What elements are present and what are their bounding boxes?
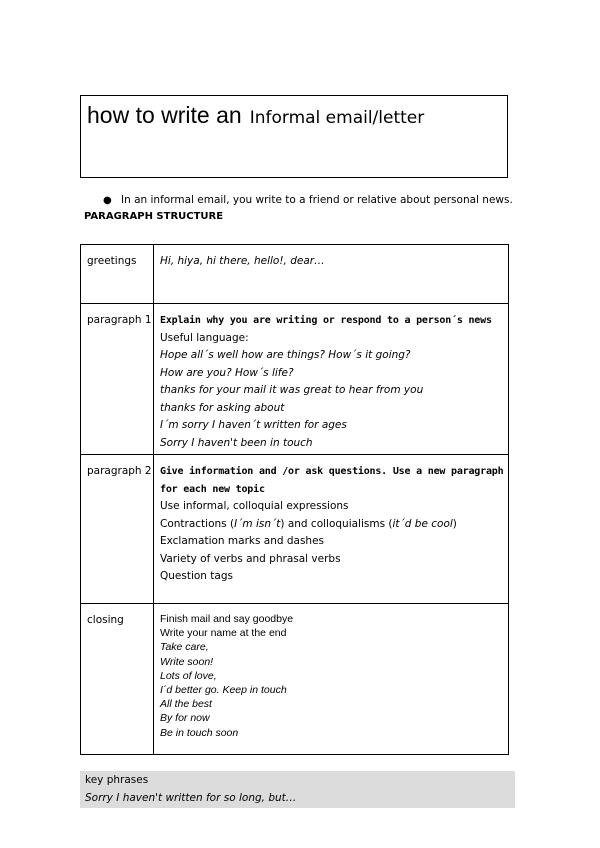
- table-row-paragraph-1: [81, 304, 509, 455]
- row-label: greetings: [81, 245, 154, 304]
- key-phrase-text: Sorry I haven't written for so long, but…: [85, 792, 297, 804]
- list-item: Exclamation marks and dashes: [160, 535, 325, 547]
- colloquialism-example: it´d be cool: [392, 517, 453, 530]
- row-content: [154, 245, 509, 304]
- bullet-icon: ●: [103, 195, 112, 206]
- table-row-greetings: [81, 245, 509, 304]
- paragraph2-heading-2: for each new topic: [160, 483, 265, 495]
- list-item: thanks for your mail it was great to hear from you: [160, 384, 424, 396]
- list-item: Take care,: [160, 641, 209, 654]
- list-item: I´m sorry I haven´t written for ages: [160, 419, 347, 431]
- contractions-text-3: ): [452, 517, 457, 530]
- contractions-text-1: Contractions (: [160, 517, 235, 530]
- list-item: Lots of love,: [160, 669, 217, 682]
- paragraph-structure-table: [80, 244, 509, 755]
- row-label: paragraph 1: [81, 304, 154, 455]
- paragraph1-heading: Explain why you are writing or respond to a person´s news: [160, 315, 492, 326]
- title-part-2: Informal email/letter: [249, 108, 425, 128]
- list-item: Variety of verbs and phrasal verbs: [160, 552, 341, 565]
- list-item: Write your name at the end: [160, 627, 287, 640]
- key-phrases-title: key phrases: [85, 774, 149, 786]
- list-item: I´d better go. Keep in touch: [160, 684, 287, 697]
- row-label: paragraph 2: [81, 455, 154, 604]
- list-item: Finish mail and say goodbye: [160, 613, 294, 625]
- list-item: Be in touch soon: [160, 726, 239, 739]
- list-item: Use informal, colloquial expressions: [160, 500, 349, 512]
- list-item: Hope all´s well how are things? How´s it going?: [160, 349, 411, 361]
- row-label: closing: [81, 604, 154, 755]
- row-content: [154, 304, 509, 455]
- table-row-closing: [81, 604, 509, 755]
- section-heading: PARAGRAPH STRUCTURE: [84, 211, 224, 222]
- contractions-example: I´m isn´t: [234, 517, 281, 530]
- list-item: Sorry I haven't been in touch: [160, 436, 313, 449]
- row-content: [154, 455, 509, 604]
- list-item: Useful language:: [160, 331, 249, 344]
- paragraph2-heading-1: Give information and /or ask questions. Use a new paragraph: [160, 466, 504, 477]
- list-item: How are you? How´s life?: [160, 366, 294, 379]
- title-part-1: how to write an: [87, 102, 242, 128]
- greetings-text: Hi, hiya, hi there, hello!, dear…: [160, 255, 325, 267]
- contractions-text-2: ) and colloquialisms (: [280, 517, 393, 530]
- intro-bullet-text: In an informal email, you write to a friend or relative about personal news.: [121, 194, 513, 206]
- intro-bullet: [103, 194, 513, 206]
- list-item: Question tags: [160, 570, 233, 582]
- table-row-paragraph-2: [81, 455, 509, 604]
- row-content: [154, 604, 509, 755]
- list-item: [160, 516, 502, 534]
- list-item: By for now: [160, 712, 210, 725]
- list-item: All the best: [160, 698, 212, 711]
- key-phrases-box: [80, 771, 515, 808]
- list-item: Write soon!: [160, 655, 214, 668]
- list-item: thanks for asking about: [160, 401, 285, 414]
- title-box: [80, 95, 508, 178]
